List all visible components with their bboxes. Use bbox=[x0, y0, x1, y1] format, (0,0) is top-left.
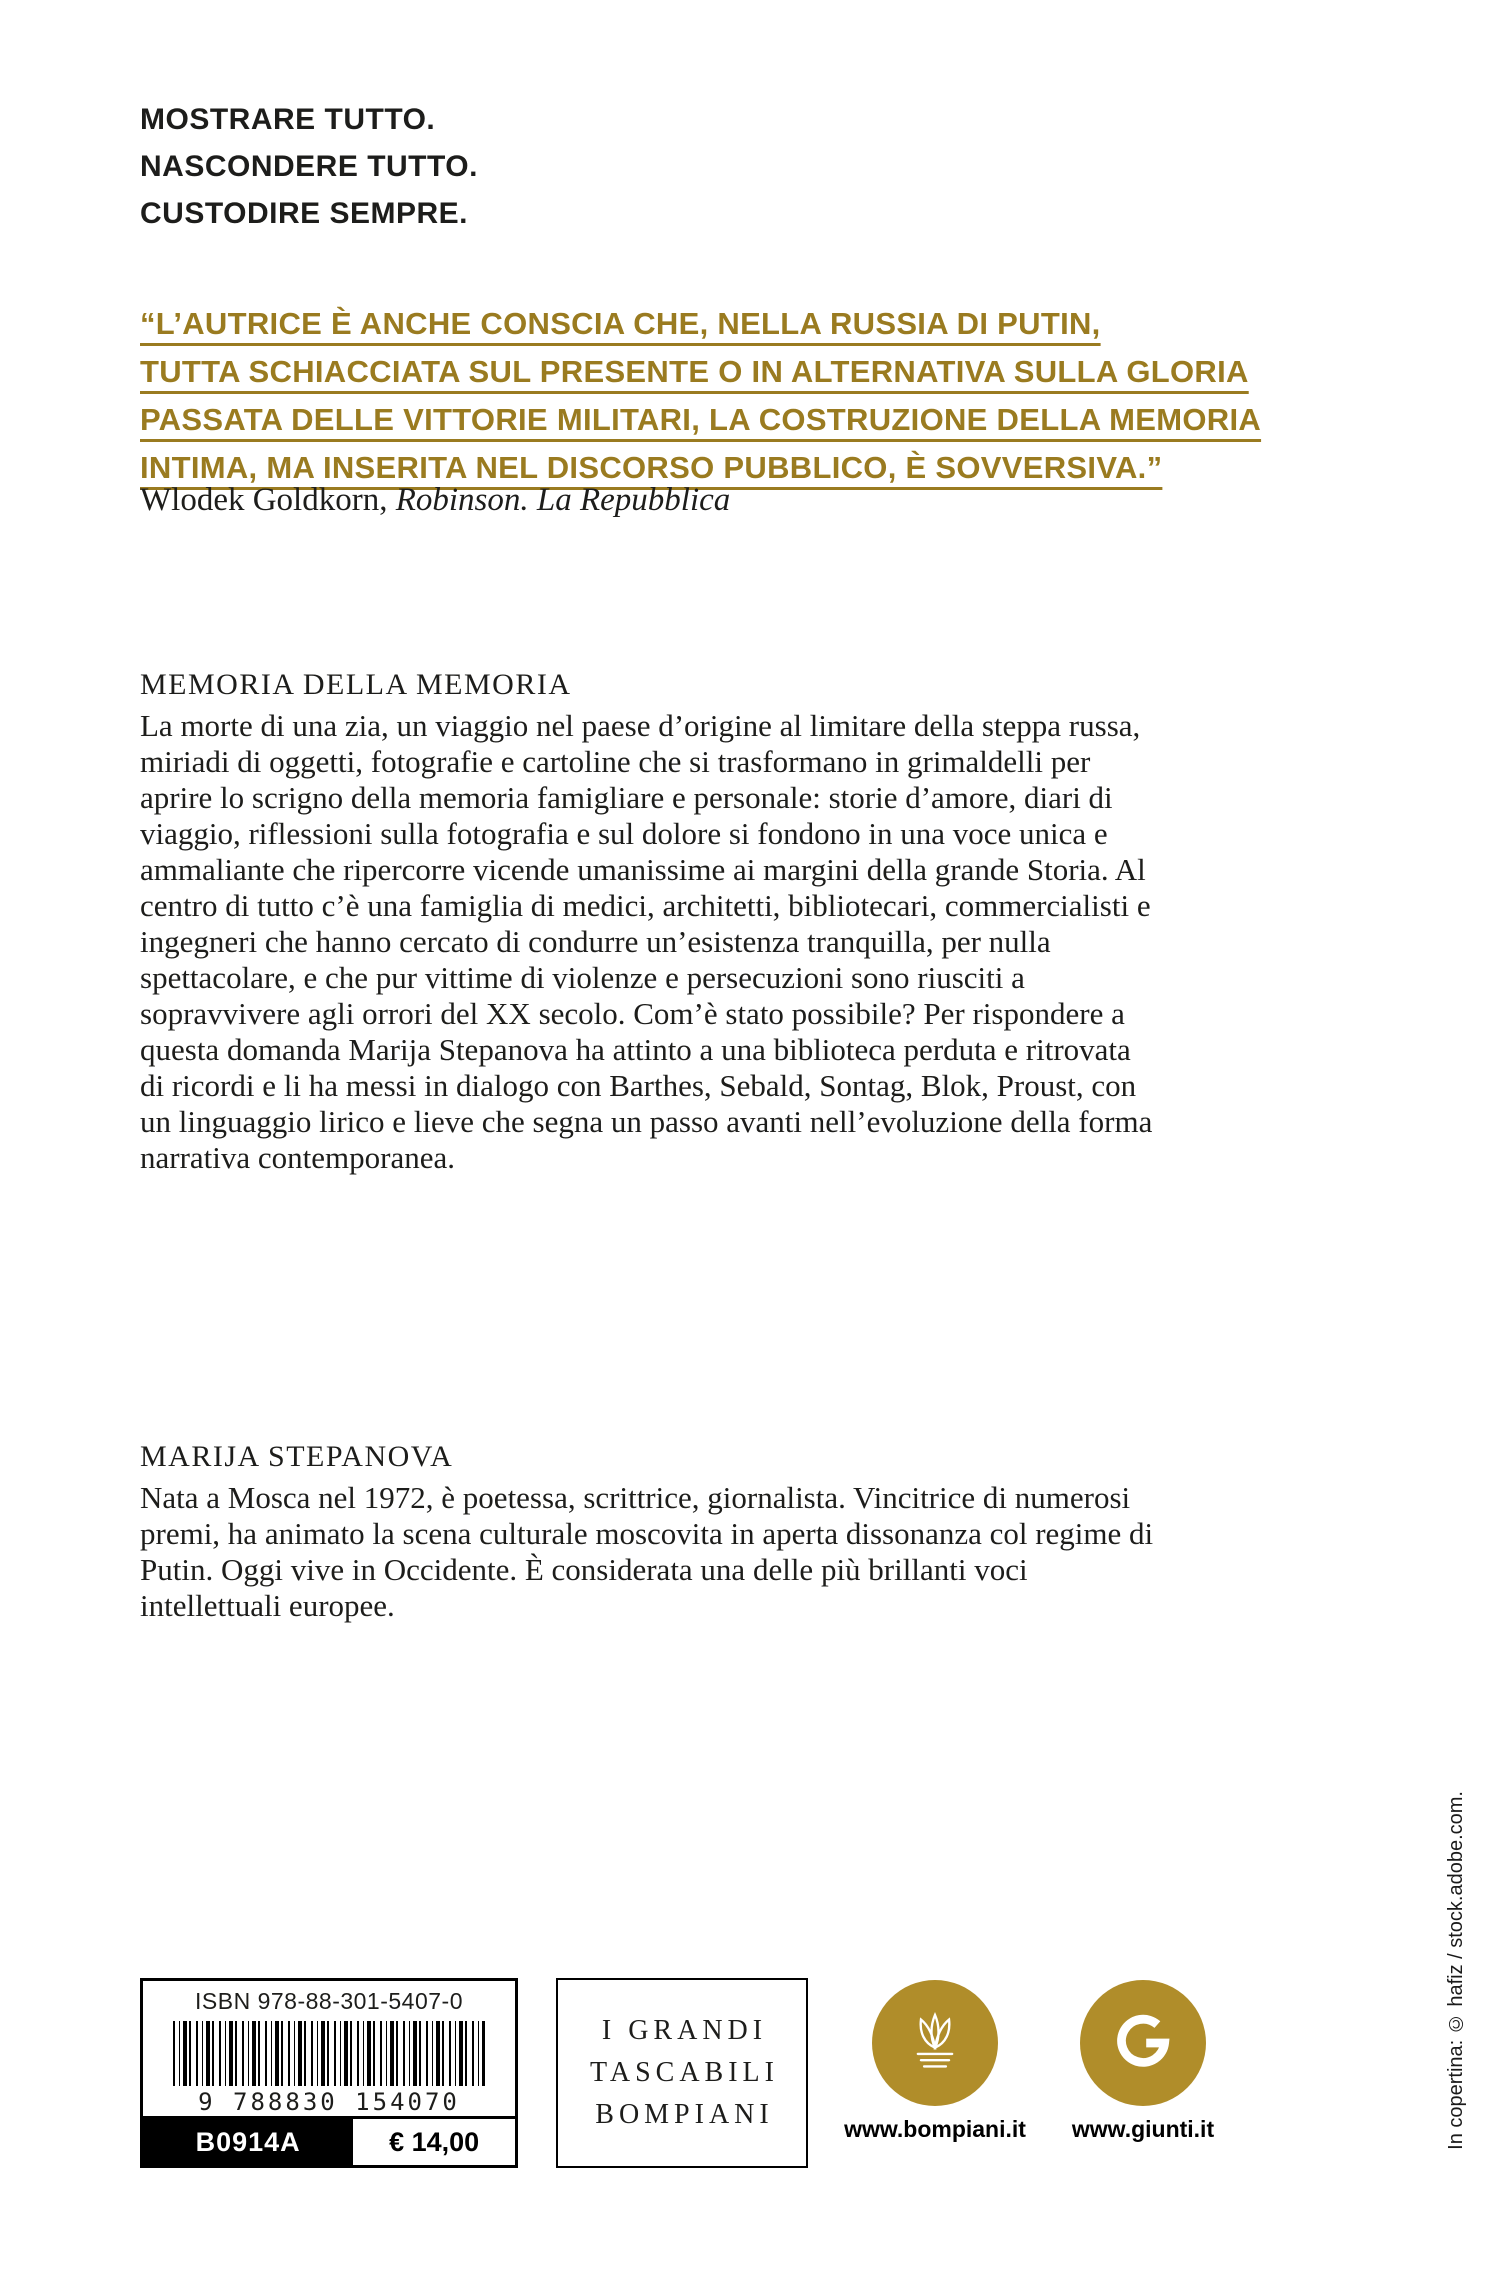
tagline-line: NASCONDERE TUTTO. bbox=[140, 150, 478, 183]
isbn-label: ISBN 978-88-301-5407-0 bbox=[195, 1988, 463, 2014]
author-bio: Nata a Mosca nel 1972, è poetessa, scrittrice, giornalista. Vincitrice di numerosi premi, ha animato la scena culturale moscovita in aperta dissonanza col regime di Putin. Oggi vive in Occidente. È considerata una delle più brillanti voci intellettuali europee. bbox=[140, 1480, 1154, 1623]
edition-code: B0914A bbox=[143, 2119, 353, 2165]
tagline-line: CUSTODIRE SEMPRE. bbox=[140, 197, 468, 230]
book-description-section bbox=[140, 668, 1160, 1176]
book-description: La morte di una zia, un viaggio nel paese d’origine al limitare della steppa russa, miriadi di oggetti, fotografie e cartoline che si trasformano in grimaldelli per aprire lo scrigno della memoria famigliare e personale: storie d’amore, diari di viaggio, riflessioni sulla fotografia e sul dolore si fondono in una voce unica e ammaliante che ripercorre vicende umanissime ai margini della grande Storia. Al centro di tutto c’è una famiglia di medici, architetti, bibliotecari, commercialisti e ingegneri che hanno cercato di condurre un’esistenza tranquilla, per nulla spettacolare, e che pur vittime di violenze e persecuzioni sono riusciti a sopravvivere agli orrori del XX secolo. Com’è stato possibile? Per rispondere a questa domanda Marija Stepanova ha attinto a una biblioteca perduta e ritrovata di ricordi e li ha messi in dialogo con Barthes, Sebald, Sontag, Blok, Proust, con un linguaggio lirico e lieve che segna un passo avanti nell’evoluzione della forma narrativa contemporanea. bbox=[140, 708, 1153, 1175]
press-quote-line: “L’AUTRICE È ANCHE CONSCIA CHE, NELLA RUSSIA DI PUTIN, bbox=[140, 306, 1101, 341]
tagline bbox=[140, 96, 478, 237]
price-strip bbox=[143, 2116, 515, 2165]
bompiani-flower-icon bbox=[872, 1980, 998, 2106]
imprint-line: BOMPIANI bbox=[595, 2099, 774, 2130]
tagline-line: MOSTRARE TUTTO. bbox=[140, 103, 436, 136]
bompiani-url: www.bompiani.it bbox=[844, 2116, 1026, 2142]
barcode-number: 9 788830 154070 bbox=[198, 2088, 460, 2117]
cover-photo-credit: In copertina: © hafiz / stock.adobe.com. bbox=[1445, 1791, 1467, 2150]
quote-attribution bbox=[140, 482, 730, 519]
quote-attribution-source: Robinson. La Repubblica bbox=[395, 482, 731, 518]
imprint-line: I GRANDI bbox=[601, 2015, 768, 2046]
footer bbox=[0, 1978, 1500, 2168]
press-quote-line: INTIMA, MA INSERITA NEL DISCORSO PUBBLICO, È SOVVERSIVA.” bbox=[140, 450, 1163, 485]
barcode bbox=[173, 2021, 485, 2086]
press-quote-line: TUTTA SCHIACCIATA SUL PRESENTE O IN ALTERNATIVA SULLA GLORIA bbox=[140, 354, 1249, 389]
bompiani-logo-block bbox=[835, 1980, 1035, 2143]
author-bio-section bbox=[140, 1440, 1160, 1624]
book-title-header: MEMORIA DELLA MEMORIA bbox=[140, 668, 572, 701]
imprint-box bbox=[556, 1978, 808, 2168]
imprint-line: TASCABILI bbox=[590, 2057, 779, 2088]
isbn-box bbox=[140, 1978, 518, 2168]
author-name-header: MARIJA STEPANOVA bbox=[140, 1440, 454, 1473]
giunti-url: www.giunti.it bbox=[1071, 2116, 1215, 2142]
press-quote-line: PASSATA DELLE VITTORIE MILITARI, LA COSTRUZIONE DELLA MEMORIA bbox=[140, 402, 1262, 437]
giunti-spiral-icon bbox=[1080, 1980, 1206, 2106]
press-quote bbox=[140, 300, 1320, 492]
price: € 14,00 bbox=[353, 2119, 515, 2165]
quote-attribution-name: Wlodek Goldkorn, bbox=[140, 482, 396, 518]
giunti-logo-block bbox=[1043, 1980, 1243, 2143]
